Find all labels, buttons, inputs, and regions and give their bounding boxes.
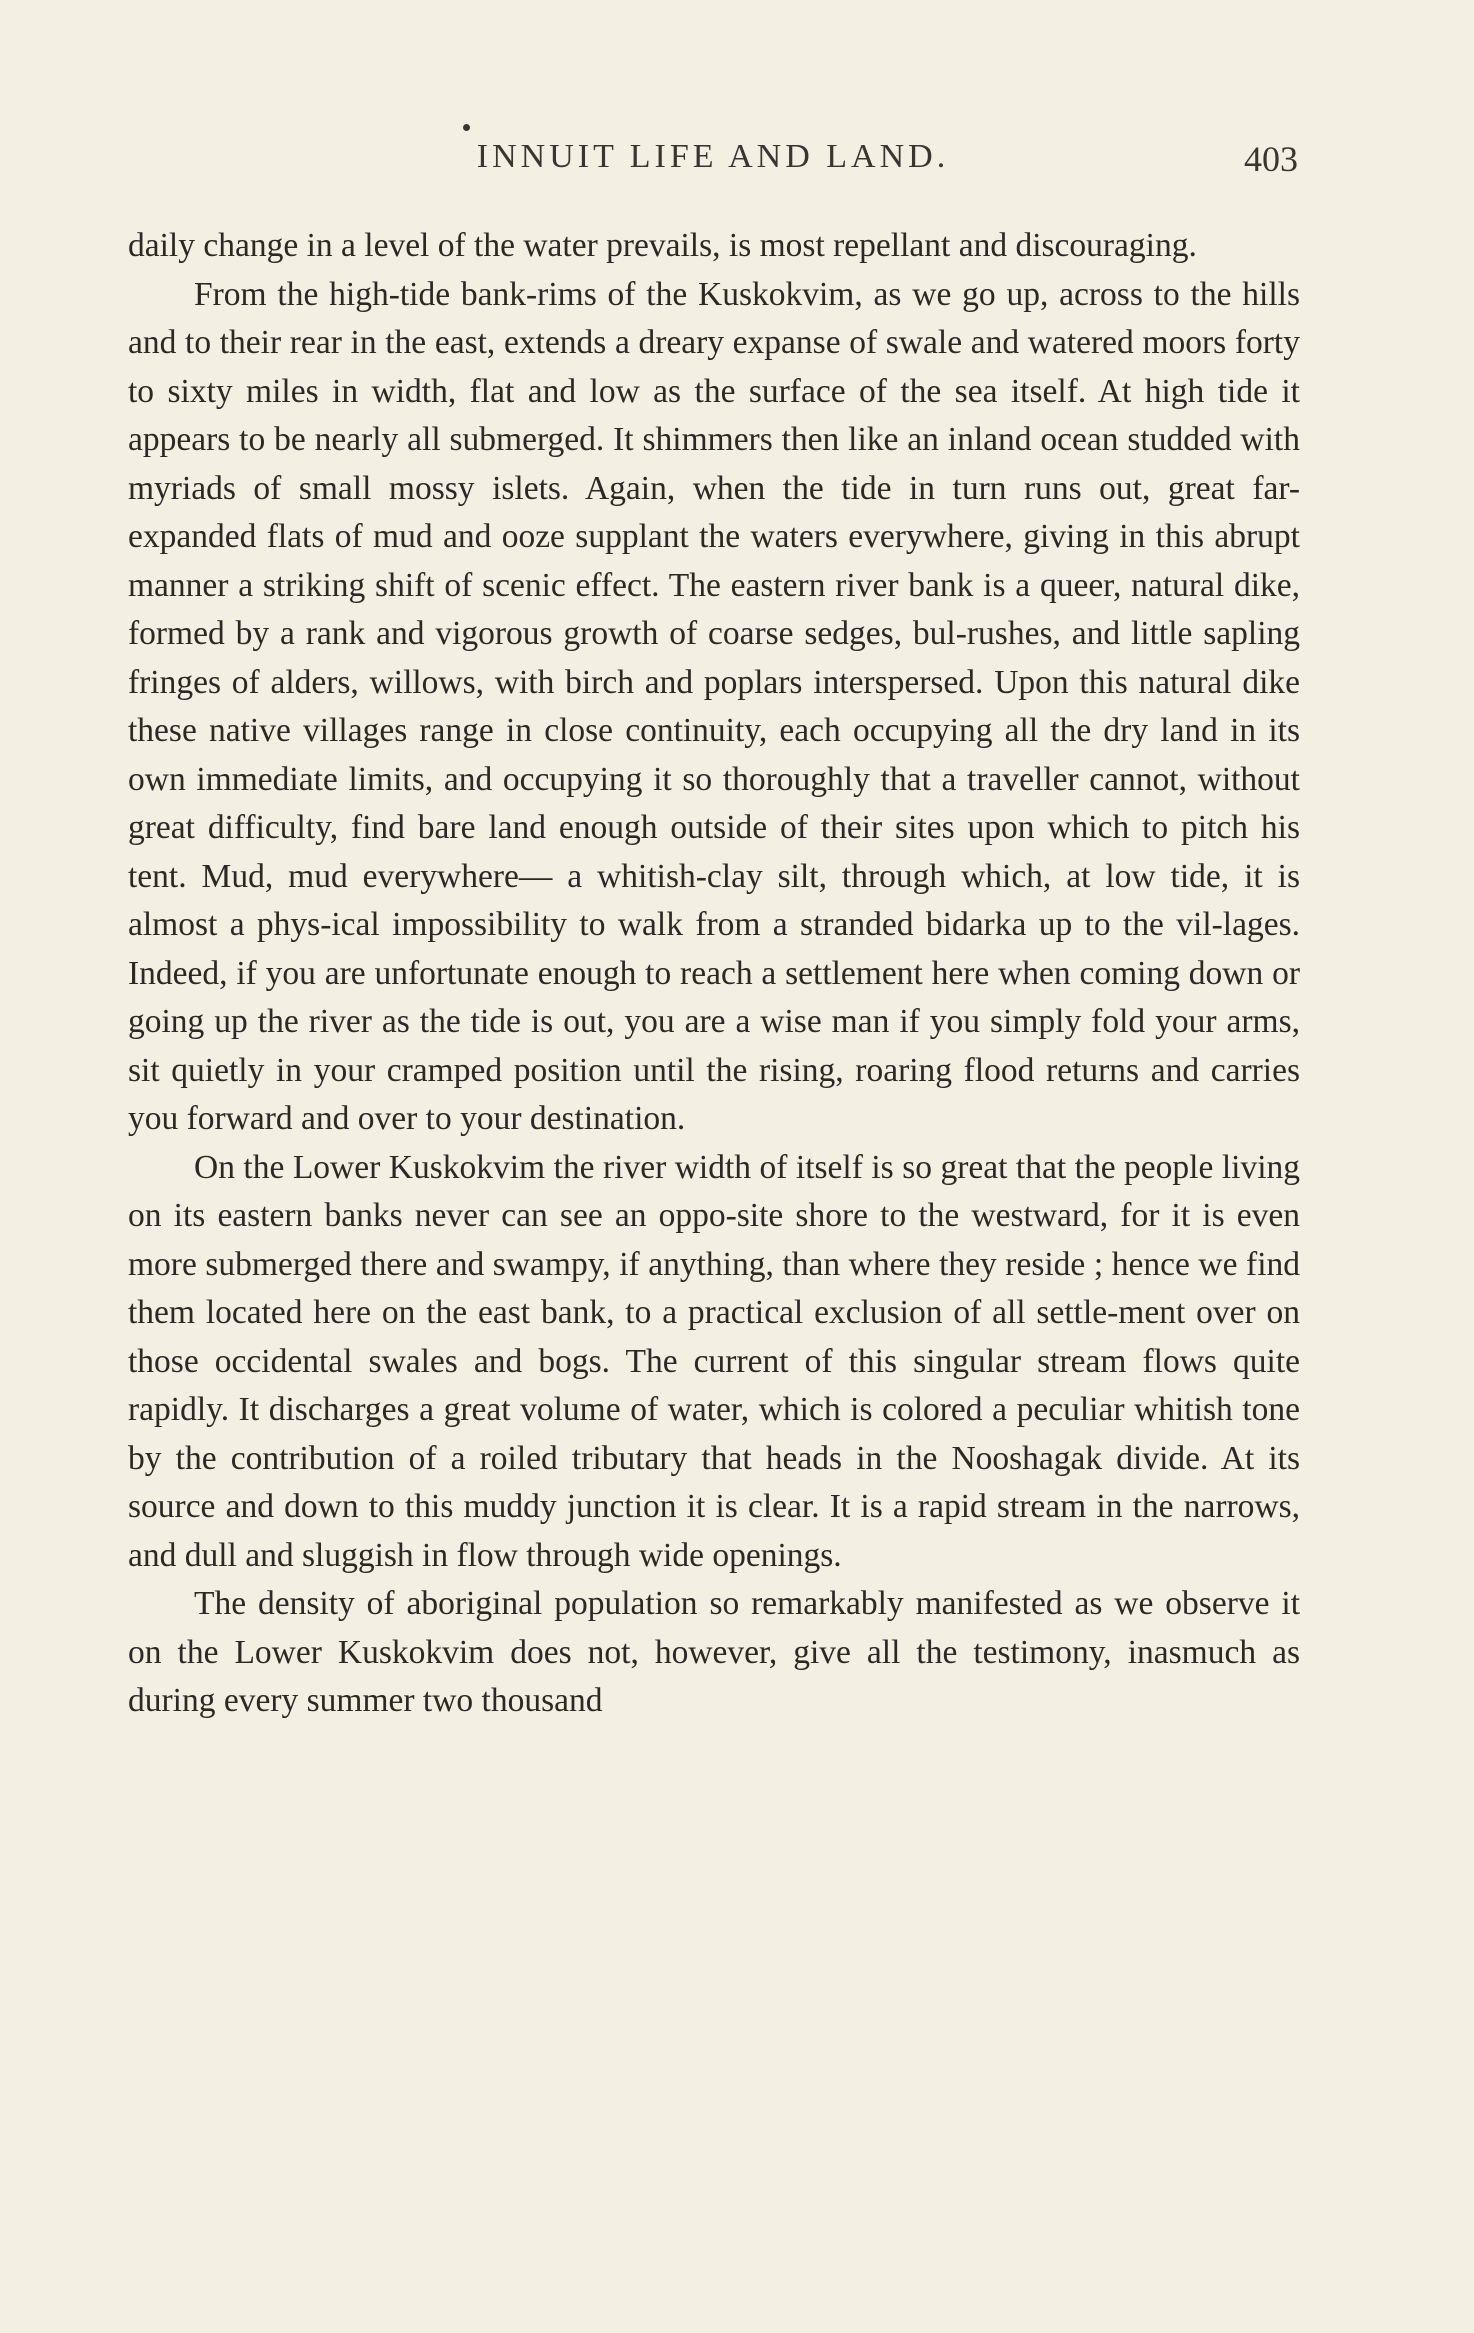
paragraph-kuskokvim-banks: From the high-tide bank-rims of the Kuskokvim, as we go up, across to the hills and to their rear in the east, extends a dreary expanse of swale and watered moors forty to sixty miles in width, flat and low as the surface of the sea itself. At high tide it appears to be nearly all submerged. It shimmers then like an inland ocean studded with myriads of small mossy islets. Again, when the tide in turn runs out, great far-expanded flats of mud and ooze supplant the waters everywhere, giving in this abrupt manner a striking shift of scenic effect. The eastern river bank is a queer, natural dike, formed by a rank and vigorous growth of coarse sedges, bul-rushes, and little sapling fringes of alders, willows, with birch and poplars interspersed. Upon this natural dike these native villages range in close continuity, each occupying all the dry land in its own immediate limits, and occupying it so thoroughly that a traveller cannot, without great difficulty, find bare land enough outside of their sites upon which to pitch his tent. Mud, mud everywhere— a whitish-clay silt, through which, at low tide, it is almost a phys-ical impossibility to walk from a stranded bidarka up to the vil-lages. Indeed, if you are unfortunate enough to reach a settlement here when coming down or going up the river as the tide is out, you are a wise man if you simply fold your arms, sit quietly in your cramped position until the rising, roaring flood returns and carries you forward and over to your destination.: [128, 275, 1300, 1137]
paragraph-continuation: daily change in a level of the water prevails, is most repellant and discouraging.: [128, 227, 1197, 264]
body-text: [128, 222, 1300, 1726]
paragraph-lower-kuskokvim: On the Lower Kuskokvim the river width of itself is so great that the people living on its eastern banks never can see an oppo-site shore to the westward, for it is even more submerged there and swampy, if anything, than where they reside ; hence we find them located here on the east bank, to a practical exclusion of all settle-ment over on those occidental swales and bogs. The current of this singular stream flows quite rapidly. It discharges a great volume of water, which is colored a peculiar whitish tone by the contribution of a roiled tributary that heads in the Nooshagak divide. At its source and down to this muddy junction it is clear. It is a rapid stream in the narrows, and dull and sluggish in flow through wide openings.: [128, 1148, 1300, 1574]
paragraph-population-density: The density of aboriginal population so remarkably manifested as we observe it on the Lower Kuskokvim does not, however, give all the testimony, inasmuch as during every summer two thousand: [128, 1585, 1300, 1719]
running-head: [128, 138, 1298, 188]
running-title: INNUIT LIFE AND LAND.: [476, 138, 950, 175]
page-number: 403: [1244, 139, 1298, 179]
ink-dot: [463, 124, 470, 131]
